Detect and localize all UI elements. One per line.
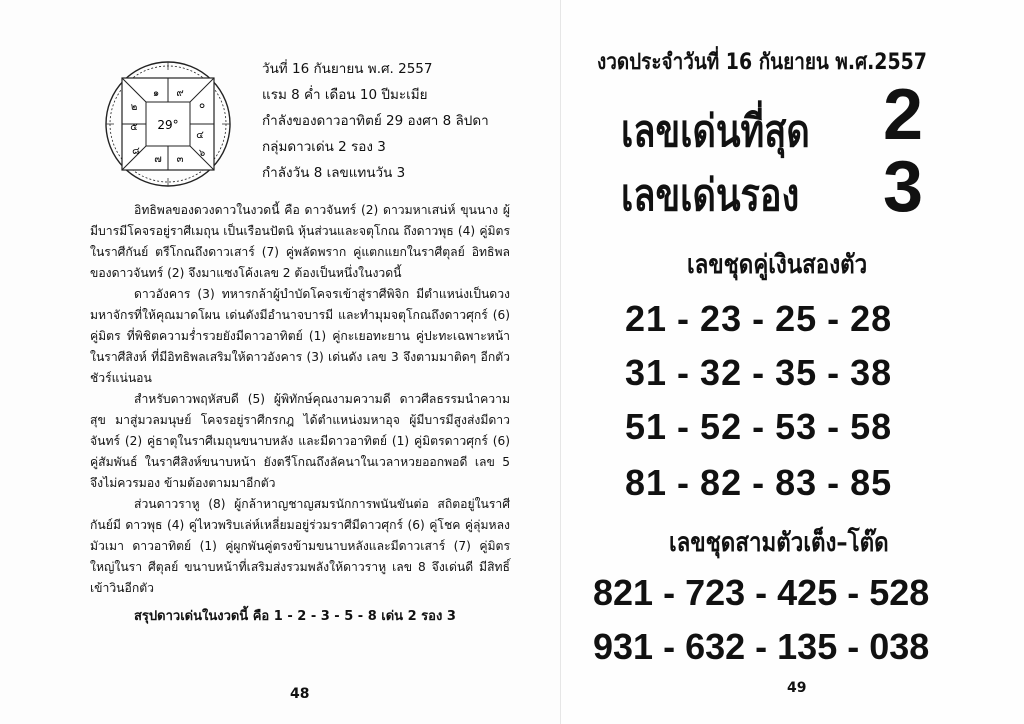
triple-number: 821 xyxy=(593,572,654,613)
paragraph-rahu: ส่วนดาวราหู (8) ผู้กล้าหาญชาญสมรนักการพนันขันต่อ สถิตอยู่ในราศีกันย์มี ดาวพุธ (4) คู่ไหวพริบเล่ห์เหลี่ยมอยู่ร่วมราศีมีดาวศุกร์ (6) คู่โชค คู่ลุ่มหลง มัวเมา ดาวอาทิตย์ (1) คู่ผูกพันคู่ตรงข้ามขนาบหลังและมีดาวเสาร์ (7) คู่มิตรใหญ่ในรา ศีตุลย์ ขนาบหน้าที่เสริมส่งรวมพลังให้ดาวราหู เลข 8 จึงเด่นดี มีสิทธิ์เข้าวินอีกตัว xyxy=(90,497,510,595)
pairs-row xyxy=(625,298,1005,340)
separator: - xyxy=(752,298,766,339)
pair-number: 21 xyxy=(625,298,668,339)
separator: - xyxy=(663,626,676,667)
separator: - xyxy=(847,626,860,667)
pair-number: 82 xyxy=(700,462,743,503)
chart-cell: ๓ xyxy=(176,154,184,165)
chart-cell: ๗ xyxy=(154,154,162,165)
draw-date-header: งวดประจำวันที่ 16 กันยายน พ.ศ.2557 xyxy=(597,50,927,75)
second-number-row xyxy=(621,147,1001,230)
separator: - xyxy=(677,352,691,393)
prediction-text xyxy=(90,200,510,626)
pair-number: 83 xyxy=(775,462,818,503)
triple-number: 723 xyxy=(685,572,746,613)
astro-date-line: วันที่ 16 กันยายน พ.ศ. 2557 xyxy=(262,61,433,77)
separator: - xyxy=(827,462,841,503)
triple-number: 425 xyxy=(777,572,838,613)
triple-number: 038 xyxy=(869,626,930,667)
summary-line: สรุปดาวเด่นในงวดนี้ คือ 1 - 2 - 3 - 5 - 8 เด่น 2 รอง 3 xyxy=(134,609,456,624)
astro-sun-power-line: กำลังของดาวอาทิตย์ 29 องศา 8 ลิปดา xyxy=(262,113,489,129)
separator: - xyxy=(827,298,841,339)
pair-number: 31 xyxy=(625,352,668,393)
separator: - xyxy=(827,352,841,393)
top-number-row xyxy=(621,75,1001,166)
chart-cell: ๑ xyxy=(152,88,160,99)
pairs-row xyxy=(625,406,1005,448)
separator: - xyxy=(677,462,691,503)
chart-center-label: 29° xyxy=(157,118,179,132)
pair-number: 23 xyxy=(700,298,743,339)
paragraph-jupiter: สำหรับดาวพฤหัสบดี (5) ผู้พิทักษ์คุณงามความดี ดาวศีลธรรมนำความสุข มาสู่มวลมนุษย์ โคจรอยู่ราศีกรกฎ ได้ตำแหน่งมหาอุจ ผู้มีบารมีสูงส่งมีดาวจันทร์ (2) คู่ธาตุในราศีเมถุนขนาบหลัง และมีดาวอาทิตย์ (1) คู่มิตรดาวศุกร์ (6) คู่สัมพันธ์ ในราศีสิงห์ขนาบหน้า ยังตรีโกณถึงลัคนาในเวลาหวยออกพอดี เลข 5 จึงไม่ควรมอง ข้ามต้องตามมาอีกตัว xyxy=(90,392,510,490)
paragraph-mars: ดาวอังคาร (3) ทหารกล้าผู้บำบัดโคจรเข้าสู่ราศีพิจิก มีตำแหน่งเป็นดวง มหาจักรที่ให้คุณมาดโผน เด่นดังมีอำนาจบารมี และทำมุมจตุโกณถึงดาวศุกร์ (6) คู่มิตร ที่พิชิตความร่ำรวยยังมีดาวอาทิตย์ (1) คู่กะเยอทะยาน คู่ปะทะเฉพาะหน้า ในราศีสิงห์ ที่มีอิทธิพลเสริมให้ดาวอังคาร (3) เด่นดัง เลข 3 จึงตามมาติดๆ อีกตัว ชัวร์แน่นอน xyxy=(90,287,510,385)
astro-star-group-line: กลุ่มดาวเด่น 2 รอง 3 xyxy=(262,139,386,155)
triples-row xyxy=(593,572,1013,614)
second-number-digit: 3 xyxy=(883,147,924,227)
separator: - xyxy=(847,572,860,613)
right-page xyxy=(560,0,1024,724)
pair-number: 25 xyxy=(775,298,818,339)
triple-number: 528 xyxy=(869,572,930,613)
pair-number: 35 xyxy=(775,352,818,393)
triple-number: 632 xyxy=(685,626,746,667)
triples-heading: เลขชุดสามตัวเต็ง–โต๊ด xyxy=(669,528,889,558)
chart-cell: ๔ xyxy=(196,130,204,141)
top-number-label: เลขเด่นที่สุด xyxy=(621,106,810,157)
chart-cell: ๙ xyxy=(176,88,184,99)
chart-cell: ๖ xyxy=(198,148,206,159)
separator: - xyxy=(677,406,691,447)
chart-cell: ๕ xyxy=(130,122,138,133)
separator: - xyxy=(752,406,766,447)
chart-cell: ๘ xyxy=(132,146,140,157)
pair-number: 32 xyxy=(700,352,743,393)
pair-number: 51 xyxy=(625,406,668,447)
pair-number: 85 xyxy=(850,462,893,503)
astro-day-power-line: กำลังวัน 8 เลขแทนวัน 3 xyxy=(262,165,406,181)
paragraph-moon: อิทธิพลของดวงดาวในงวดนี้ คือ ดาวจันทร์ (2) ดาวมหาเสน่ห์ ขุนนาง ผู้มีบารมีโคจรอยู่ราศีเมถุน เป็นเรือนปัตนิ หุ้นส่วนและจตุโกณ ถึงดาวพุธ (4) คู่มิตรในราศีกันย์ ตรีโกณถึงดาวเสาร์ (7) คู่พลัดพราก คู่แตกแยกในราศีตุลย์ อิทธิพลของดาวจันทร์ (2) จึงมาแซงโค้งเลข 2 ต้องเป็นหนึ่งในงวดนี้ xyxy=(90,203,510,280)
horoscope-chart xyxy=(104,60,232,188)
pair-number: 28 xyxy=(850,298,893,339)
pair-number: 53 xyxy=(775,406,818,447)
triples-row xyxy=(593,626,1013,668)
page-number-left: 48 xyxy=(290,686,310,702)
pairs-heading: เลขชุดคู่เงินสองตัว xyxy=(687,250,868,280)
separator: - xyxy=(752,462,766,503)
astro-lunar-line: แรม 8 ค่ำ เดือน 10 ปีมะเมีย xyxy=(262,87,428,103)
chart-cell: ๒ xyxy=(130,102,138,113)
separator: - xyxy=(677,298,691,339)
triple-number: 135 xyxy=(777,626,838,667)
astro-info-block xyxy=(262,56,552,186)
separator: - xyxy=(755,626,768,667)
chart-cell: ๐ xyxy=(198,100,206,111)
separator: - xyxy=(827,406,841,447)
pair-number: 58 xyxy=(850,406,893,447)
page-number-right: 49 xyxy=(787,680,807,696)
triple-number: 931 xyxy=(593,626,654,667)
separator: - xyxy=(663,572,676,613)
top-number-digit: 2 xyxy=(883,75,924,155)
pairs-row xyxy=(625,352,1005,394)
pair-number: 52 xyxy=(700,406,743,447)
second-number-label: เลขเด่นรอง xyxy=(621,170,800,221)
pairs-row xyxy=(625,462,1005,504)
pair-number: 38 xyxy=(850,352,893,393)
pair-number: 81 xyxy=(625,462,668,503)
separator: - xyxy=(755,572,768,613)
separator: - xyxy=(752,352,766,393)
